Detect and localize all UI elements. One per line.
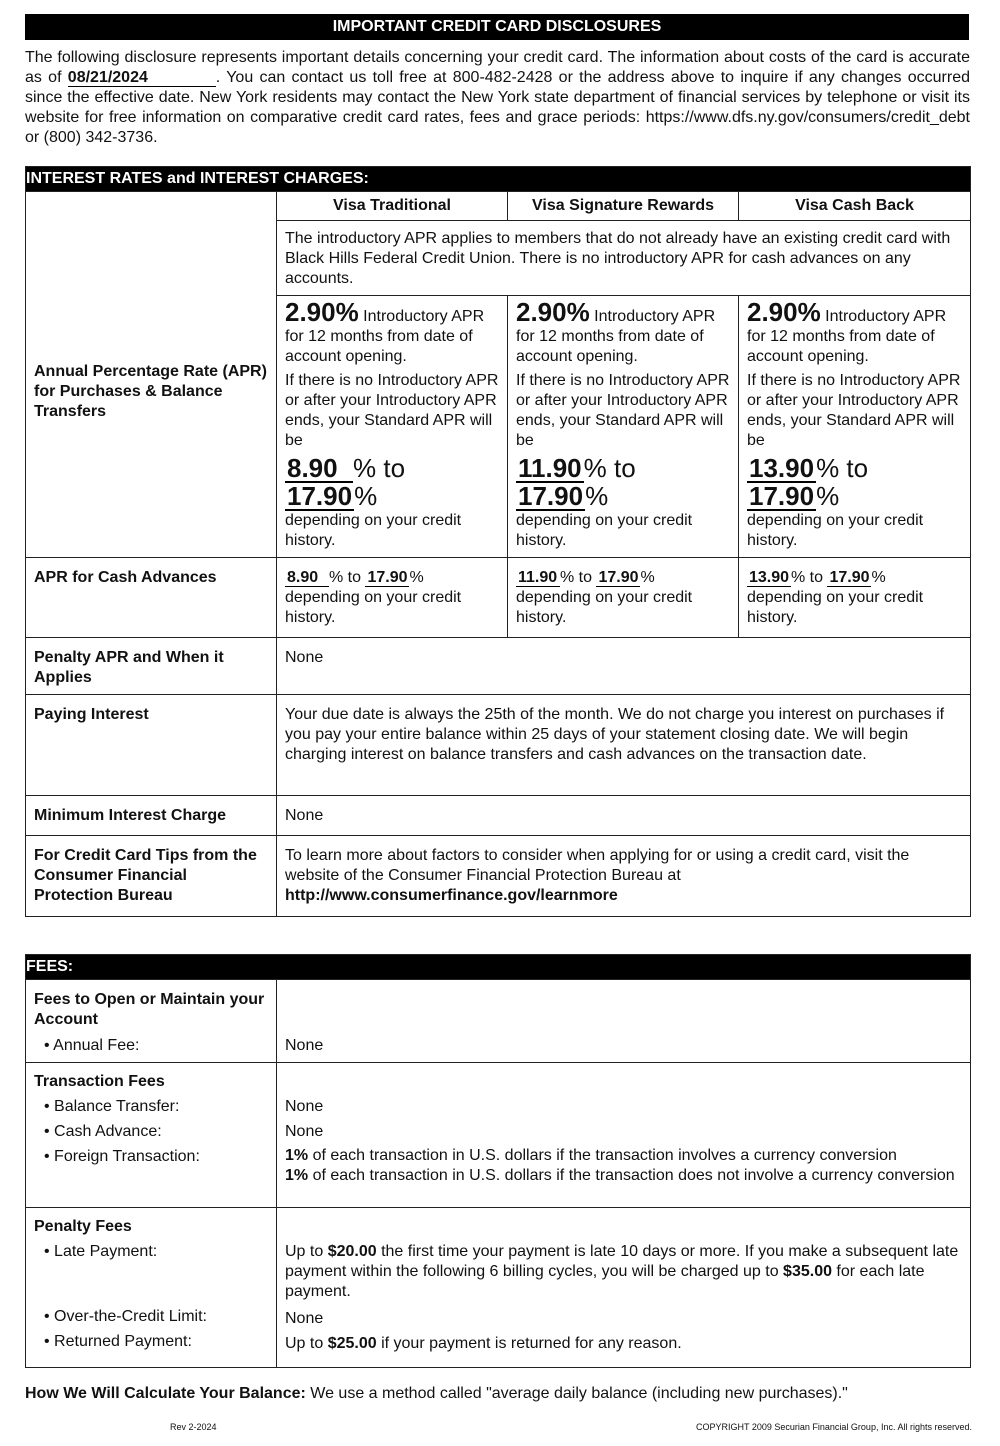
copyright-note: COPYRIGHT 2009 Securian Financial Group, Inc. All rights reserved. [696, 1422, 972, 1432]
penalty-fees: Penalty Fees • Late Payment: • Over-the-Credit Limit: • Returned Payment: [26, 1208, 277, 1368]
card-header-traditional: Visa Traditional [277, 192, 508, 221]
cash-apr-cashback: 13.90 % to 17.90 % depending on your credit history. [739, 558, 971, 638]
open-maintain-fees: Fees to Open or Maintain your Account • Annual Fee: [26, 980, 277, 1063]
card-header-cashback: Visa Cash Back [739, 192, 971, 221]
penalty-apr-value: None [277, 638, 971, 695]
min-interest-label: Minimum Interest Charge [26, 796, 277, 836]
cash-apr-traditional: 8.90 % to 17.90 % depending on your credit history. [277, 558, 508, 638]
cash-advance-apr-label: APR for Cash Advances [26, 558, 277, 638]
interest-rates-table [25, 166, 971, 917]
fees-table [25, 954, 971, 1368]
transaction-fees-values: None None 1% of each transaction in U.S. dollars if the transaction involves a currency conversion 1% of each transaction in U.S. dollars if the transaction does not involve a currency conversion [277, 1063, 971, 1208]
cfpb-link[interactable]: http://www.consumerfinance.gov/learnmore [285, 887, 618, 904]
cfpb-tips-value: To learn more about factors to consider when applying for or using a credit card, visit the website of the Consumer Financial Protection Bureau at http://www.consumerfinance.gov/learnmore [277, 836, 971, 917]
balance-calculation: How We Will Calculate Your Balance: We use a method called "average daily balance (including new purchases)." [25, 1385, 848, 1402]
apr-purchases-label: Annual Percentage Rate (APR) for Purchases & Balance Transfers [26, 192, 277, 558]
intro-apr-note: The introductory APR applies to members that do not already have an existing credit card with Black Hills Federal Credit Union. There is no introductory APR for cash advances on any accounts. [277, 221, 971, 296]
interest-section-header: INTEREST RATES and INTEREST CHARGES: [26, 167, 971, 192]
penalty-apr-label: Penalty APR and When it Applies [26, 638, 277, 695]
cash-apr-signature: 11.90 % to 17.90 % depending on your credit history. [508, 558, 739, 638]
cfpb-tips-label: For Credit Card Tips from the Consumer Financial Protection Bureau [26, 836, 277, 917]
transaction-fees: Transaction Fees • Balance Transfer: • Cash Advance: • Foreign Transaction: [26, 1063, 277, 1208]
apr-cell-cashback: 2.90% Introductory APR for 12 months from date of account opening. If there is no Introductory APR or after your Introductory APR ends, your Standard APR will be 13.90% to 17.90% depending on your credit history. [739, 296, 971, 558]
disclosure-title: IMPORTANT CREDIT CARD DISCLOSURES [25, 14, 969, 40]
paying-interest-label: Paying Interest [26, 695, 277, 796]
card-header-signature: Visa Signature Rewards [508, 192, 739, 221]
paying-interest-value: Your due date is always the 25th of the month. We do not charge you interest on purchases if you pay your entire balance within 25 days of your statement closing date. We will begin charging interest on balance transfers and cash advances on the transaction date. [277, 695, 971, 796]
apr-cell-signature: 2.90% Introductory APR for 12 months from date of account opening. If there is no Introductory APR or after your Introductory APR ends, your Standard APR will be 11.90% to 17.90% depending on your credit history. [508, 296, 739, 558]
min-interest-value: None [277, 796, 971, 836]
annual-fee-value: None [277, 980, 971, 1063]
revision-note: Rev 2-2024 [170, 1422, 217, 1432]
apr-cell-traditional: 2.90% Introductory APR for 12 months from date of account opening. If there is no Introductory APR or after your Introductory APR ends, your Standard APR will be 8.90 % to 17.90% depending on your credit history. [277, 296, 508, 558]
effective-date: 08/21/2024 [68, 70, 216, 87]
fees-section-header: FEES: [26, 955, 971, 980]
intro-paragraph: The following disclosure represents important details concerning your credit card. The information about costs of the card is accurate as of 08/21/2024 . You can contact us toll free at 800-482-2428 or the address above to inquire if any changes occurred since the effective date. New York residents may contact the New York state department of financial services by telephone or visit its website for free information on comparative credit card rates, fees and grace periods: https://www.dfs.ny.gov/consumers/credit_debt or (800) 342-3736. [25, 49, 971, 146]
penalty-fees-values: Up to $20.00 the first time your payment is late 10 days or more. If you make a subsequent late payment within the following 6 billing cycles, you will be charged up to $35.00 for each late payment. None Up to $25.00 if your payment is returned for any reason. [277, 1208, 971, 1368]
